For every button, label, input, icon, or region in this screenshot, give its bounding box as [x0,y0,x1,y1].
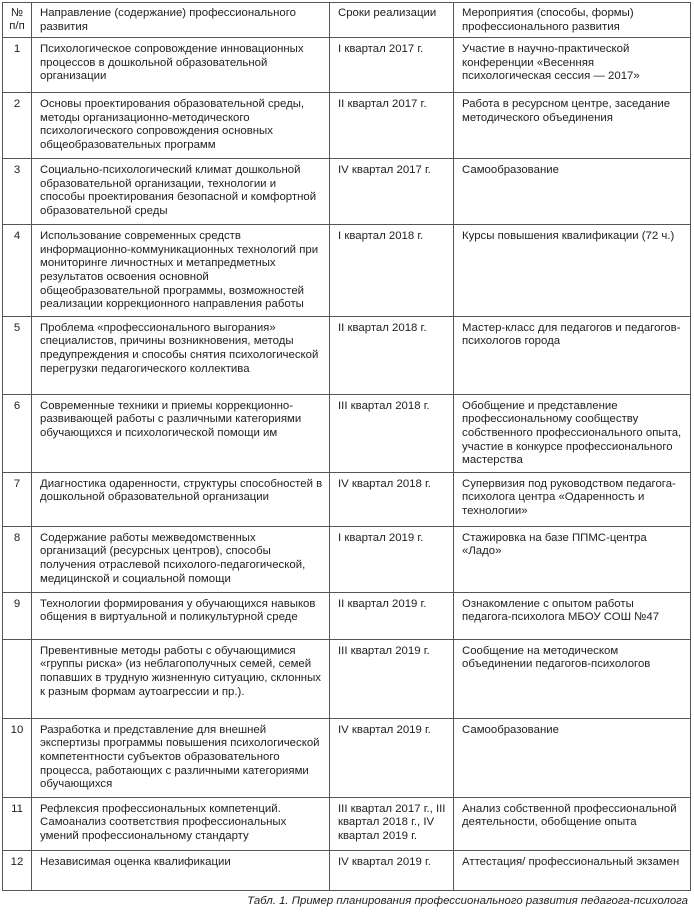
row-direction: Проблема «профессионального выгорания» специалистов, причины возникновения, методы предупреждения и способы снятия психологической перегрузки педагогического коллектива [32,316,330,394]
row-term: I квартал 2017 г. [330,38,454,93]
table-row [3,93,691,159]
row-number: 3 [3,159,32,225]
row-direction: Технологии формирования у обучающихся навыков общения в виртуальной и поликультурной среде [32,592,330,639]
row-number: 12 [3,850,32,890]
table-row [3,316,691,394]
header-activity: Мероприятия (способы, формы) профессионального развития [454,3,691,38]
row-direction: Психологическое сопровождение инновационных процессов в дошкольной образовательной организации [32,38,330,93]
row-activity: Ознакомление с опытом работы педагога-психолога МБОУ СОШ №47 [454,592,691,639]
table-row [3,159,691,225]
row-activity: Обобщение и представление профессиональному сообществу собственного профессионального опыта, участие в конкурсе профессионального мастерства [454,394,691,472]
row-activity: Самообразование [454,718,691,797]
table-header-row [3,3,691,38]
row-term: III квартал 2019 г. [330,639,454,718]
row-number: 9 [3,592,32,639]
table-row [3,472,691,526]
row-direction: Современные техники и приемы коррекционно-развивающей работы с различными категориями обучающихся и психологической помощи им [32,394,330,472]
row-activity: Мастер-класс для педагогов и педагогов-психологов города [454,316,691,394]
table-row [3,225,691,317]
row-term: IV квартал 2018 г. [330,472,454,526]
table-row [3,592,691,639]
table-row [3,394,691,472]
table-row [3,38,691,93]
row-number: 11 [3,797,32,850]
row-term: II квартал 2019 г. [330,592,454,639]
row-direction: Превентивные методы работы с обучающимися «группы риска» (из неблагополучных семей, семей попавших в трудную жизненную ситуацию, склонных к разным формам аутоагрессии и пр.). [32,639,330,718]
row-number: 4 [3,225,32,317]
row-activity: Стажировка на базе ППМС-центра «Ладо» [454,526,691,592]
header-direction: Направление (содержание) профессионального развития [32,3,330,38]
row-term: IV квартал 2019 г. [330,718,454,797]
row-number: 7 [3,472,32,526]
row-activity: Самообразование [454,159,691,225]
row-number: 2 [3,93,32,159]
row-term: I квартал 2018 г. [330,225,454,317]
row-direction: Социально-психологический климат дошкольной образовательной организации, технологии и способы проектирования безопасной и комфортной образовательной среды [32,159,330,225]
table-row [3,718,691,797]
row-activity: Сообщение на методическом объединении педагогов-психологов [454,639,691,718]
row-activity: Работа в ресурсном центре, заседание методического объединения [454,93,691,159]
header-number: № п/п [3,3,32,38]
row-term: II квартал 2017 г. [330,93,454,159]
row-term: III квартал 2018 г. [330,394,454,472]
row-number: 8 [3,526,32,592]
row-term: IV квартал 2017 г. [330,159,454,225]
row-number: 6 [3,394,32,472]
row-activity: Анализ собственной профессиональной деятельности, обобщение опыта [454,797,691,850]
row-number [3,639,32,718]
row-number: 10 [3,718,32,797]
table-row [3,526,691,592]
row-direction: Рефлексия профессиональных компетенций. Самоанализ соответствия профессиональных умений профессиональному стандарту [32,797,330,850]
row-activity: Курсы повышения квалификации (72 ч.) [454,225,691,317]
row-term: II квартал 2018 г. [330,316,454,394]
header-term: Сроки реализации [330,3,454,38]
row-term: IV квартал 2019 г. [330,850,454,890]
row-activity: Супервизия под руководством педагога-психолога центра «Одаренность и технологии» [454,472,691,526]
table-row [3,639,691,718]
row-direction: Использование современных средств информационно-коммуникационных технологий при мониторинге личностных и метапредметных результатов освоения основной общеобразовательной программы, возможностей реализации коррекционного направления работы [32,225,330,317]
table-caption: Табл. 1. Пример планирования профессионального развития педагога-психолога [247,895,688,907]
row-direction: Разработка и представление для внешней экспертизы программы повышения психологической компетентности субъектов образовательного процесса, работающих с различными категориями обучающихся [32,718,330,797]
row-direction: Основы проектирования образовательной среды, методы организационно-методического психологического сопровождения основных общеобразовательных программ [32,93,330,159]
row-direction: Независимая оценка квалификации [32,850,330,890]
row-term: III квартал 2017 г., III квартал 2018 г., IV квартал 2019 г. [330,797,454,850]
row-direction: Диагностика одаренности, структуры способностей в дошкольной образовательной организации [32,472,330,526]
table-row [3,850,691,890]
row-number: 5 [3,316,32,394]
table-row [3,797,691,850]
row-activity: Аттестация/ профессиональный экзамен [454,850,691,890]
row-activity: Участие в научно-практической конференции «Весенняя психологическая сессия — 2017» [454,38,691,93]
row-number: 1 [3,38,32,93]
row-direction: Содержание работы межведомственных организаций (ресурсных центров), способы получения отраслевой психолого-педагогической, медицинской и социальной помощи [32,526,330,592]
development-plan-table [2,2,691,891]
row-term: I квартал 2019 г. [330,526,454,592]
